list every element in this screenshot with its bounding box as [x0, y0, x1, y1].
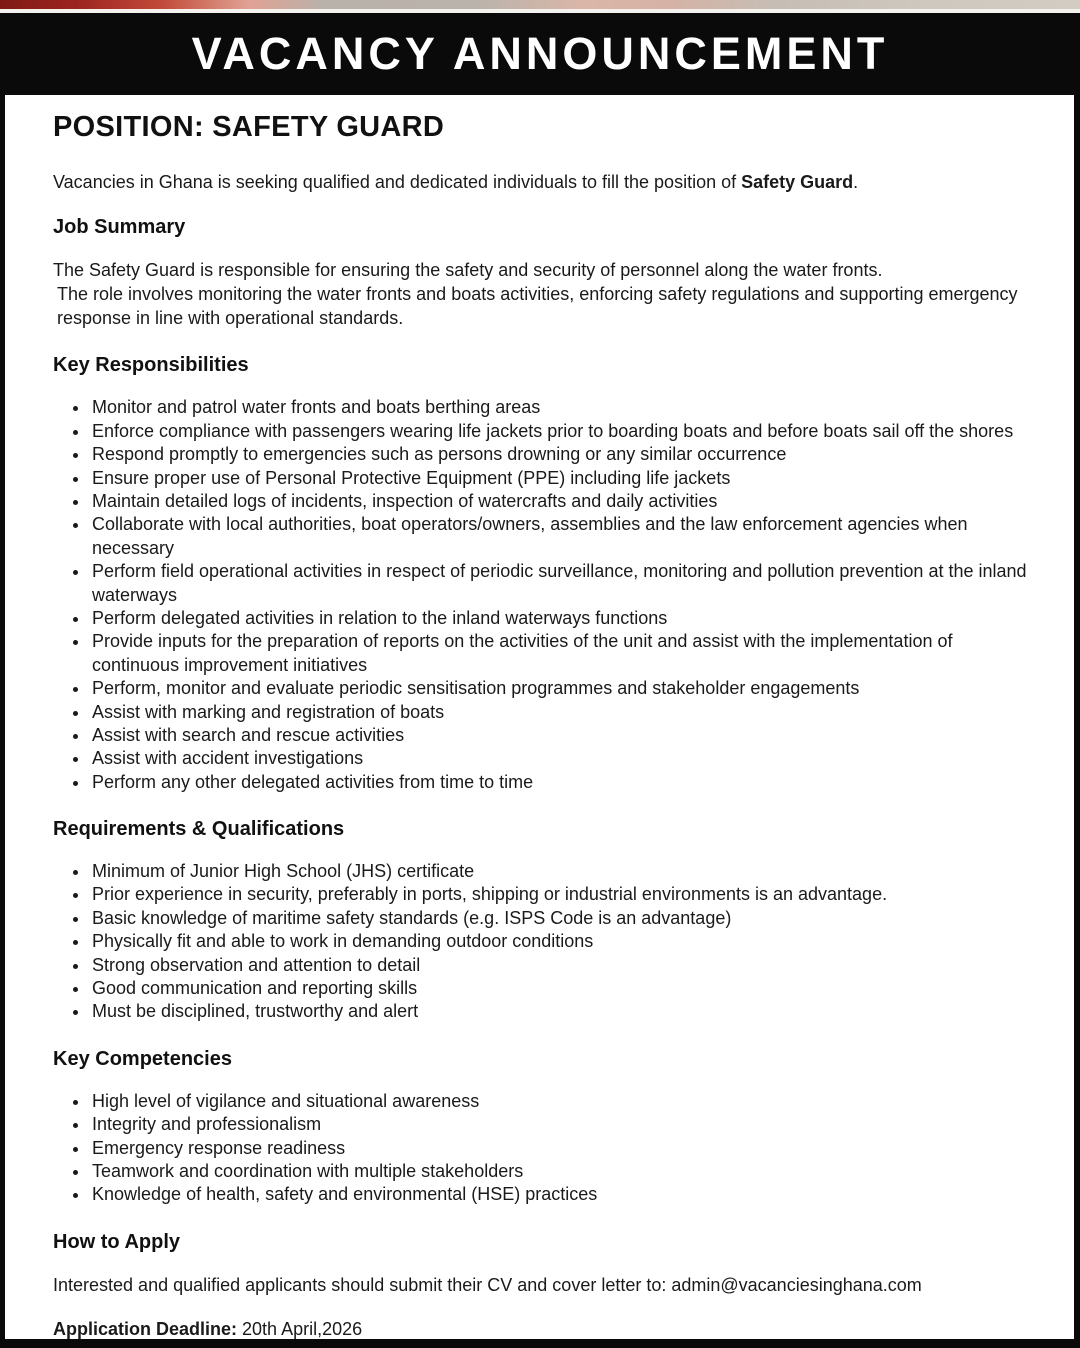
responsibility-item: • Perform field operational activities in respect of periodic surveillance, monitoring and pollution prevention at the inland waterways [90, 560, 1032, 607]
intro-paragraph [53, 170, 1032, 194]
document-body [0, 95, 1080, 1339]
key-competencies-list [53, 1090, 1032, 1207]
requirements-list [53, 860, 1032, 1024]
competency-item: • Knowledge of health, safety and environmental (HSE) practices [90, 1183, 1032, 1206]
requirement-item: • Strong observation and attention to detail [90, 954, 1032, 977]
requirements-heading: Requirements & Qualifications [53, 818, 345, 841]
job-summary-line-1: The Safety Guard is responsible for ensuring the safety and security of personnel along the water fronts. [53, 260, 883, 281]
banner-title: VACANCY ANNOUNCEMENT [191, 27, 889, 79]
requirement-item: • Physically fit and able to work in demanding outdoor conditions [90, 930, 1032, 953]
position-heading: POSITION: SAFETY GUARD [53, 110, 445, 143]
responsibility-item: • Enforce compliance with passengers wearing life jackets prior to boarding boats and before boats sail off the shores [90, 420, 1032, 443]
requirement-item: • Prior experience in security, preferably in ports, shipping or industrial environments is an advantage. [90, 883, 1032, 906]
intro-text: Vacancies in Ghana is seeking qualified and dedicated individuals to fill the position of [53, 171, 742, 192]
responsibility-item: • Assist with accident investigations [90, 747, 1032, 770]
competency-item: • Teamwork and coordination with multiple stakeholders [90, 1160, 1032, 1183]
job-summary-heading: Job Summary [53, 216, 186, 239]
responsibility-item: • Maintain detailed logs of incidents, inspection of watercrafts and daily activities [90, 490, 1032, 513]
responsibility-item: • Ensure proper use of Personal Protective Equipment (PPE) including life jackets [90, 467, 1032, 490]
key-competencies-heading: Key Competencies [53, 1047, 232, 1070]
competency-item: • Integrity and professionalism [90, 1113, 1032, 1136]
responsibility-item: • Monitor and patrol water fronts and boats berthing areas [90, 396, 1032, 419]
key-responsibilities-heading: Key Responsibilities [53, 354, 249, 377]
requirement-item: • Must be disciplined, trustworthy and alert [90, 1000, 1032, 1023]
requirement-item: • Minimum of Junior High School (JHS) certificate [90, 860, 1032, 883]
responsibility-item: • Perform delegated activities in relation to the inland waterways functions [90, 607, 1032, 630]
apply-email: admin@vacanciesinghana.com [671, 1274, 922, 1295]
intro-position-name: Safety Guard [741, 171, 854, 192]
responsibility-item: • Perform any other delegated activities from time to time [90, 771, 1032, 794]
application-deadline [53, 1317, 1032, 1339]
requirement-item: • Good communication and reporting skills [90, 977, 1032, 1000]
competency-item: • High level of vigilance and situational awareness [90, 1090, 1032, 1113]
apply-text: Interested and qualified applicants should submit their CV and cover letter to: [53, 1274, 672, 1295]
responsibility-item: • Collaborate with local authorities, boat operators/owners, assemblies and the law enforcement agencies when necessary [90, 513, 1032, 560]
competency-item: • Emergency response readiness [90, 1137, 1032, 1160]
deadline-value: 20th April,2026 [242, 1319, 363, 1340]
deadline-label: Application Deadline: [53, 1319, 243, 1340]
how-to-apply-heading: How to Apply [53, 1230, 181, 1253]
window-edge-strip [0, 0, 1080, 9]
responsibility-item: • Assist with marking and registration of boats [90, 701, 1032, 724]
intro-period: . [853, 171, 859, 192]
banner [0, 13, 1080, 95]
responsibility-item: • Respond promptly to emergencies such as persons drowning or any similar occurrence [90, 443, 1032, 466]
responsibility-item: • Assist with search and rescue activities [90, 724, 1032, 747]
requirement-item: • Basic knowledge of maritime safety standards (e.g. ISPS Code is an advantage) [90, 907, 1032, 930]
job-summary-paragraph [53, 258, 1032, 330]
key-responsibilities-list [53, 396, 1032, 794]
responsibility-item: • Perform, monitor and evaluate periodic sensitisation programmes and stakeholder engagements [90, 677, 1032, 700]
bottom-border-bar [0, 1339, 1080, 1348]
apply-instructions [53, 1273, 1032, 1297]
job-summary-line-2: The role involves monitoring the water fronts and boats activities, enforcing safety regulations and supporting emergency response in line with operational standards. [57, 284, 1018, 329]
responsibility-item: • Provide inputs for the preparation of reports on the activities of the unit and assist with the implementation of continuous improvement initiatives [90, 630, 1032, 677]
